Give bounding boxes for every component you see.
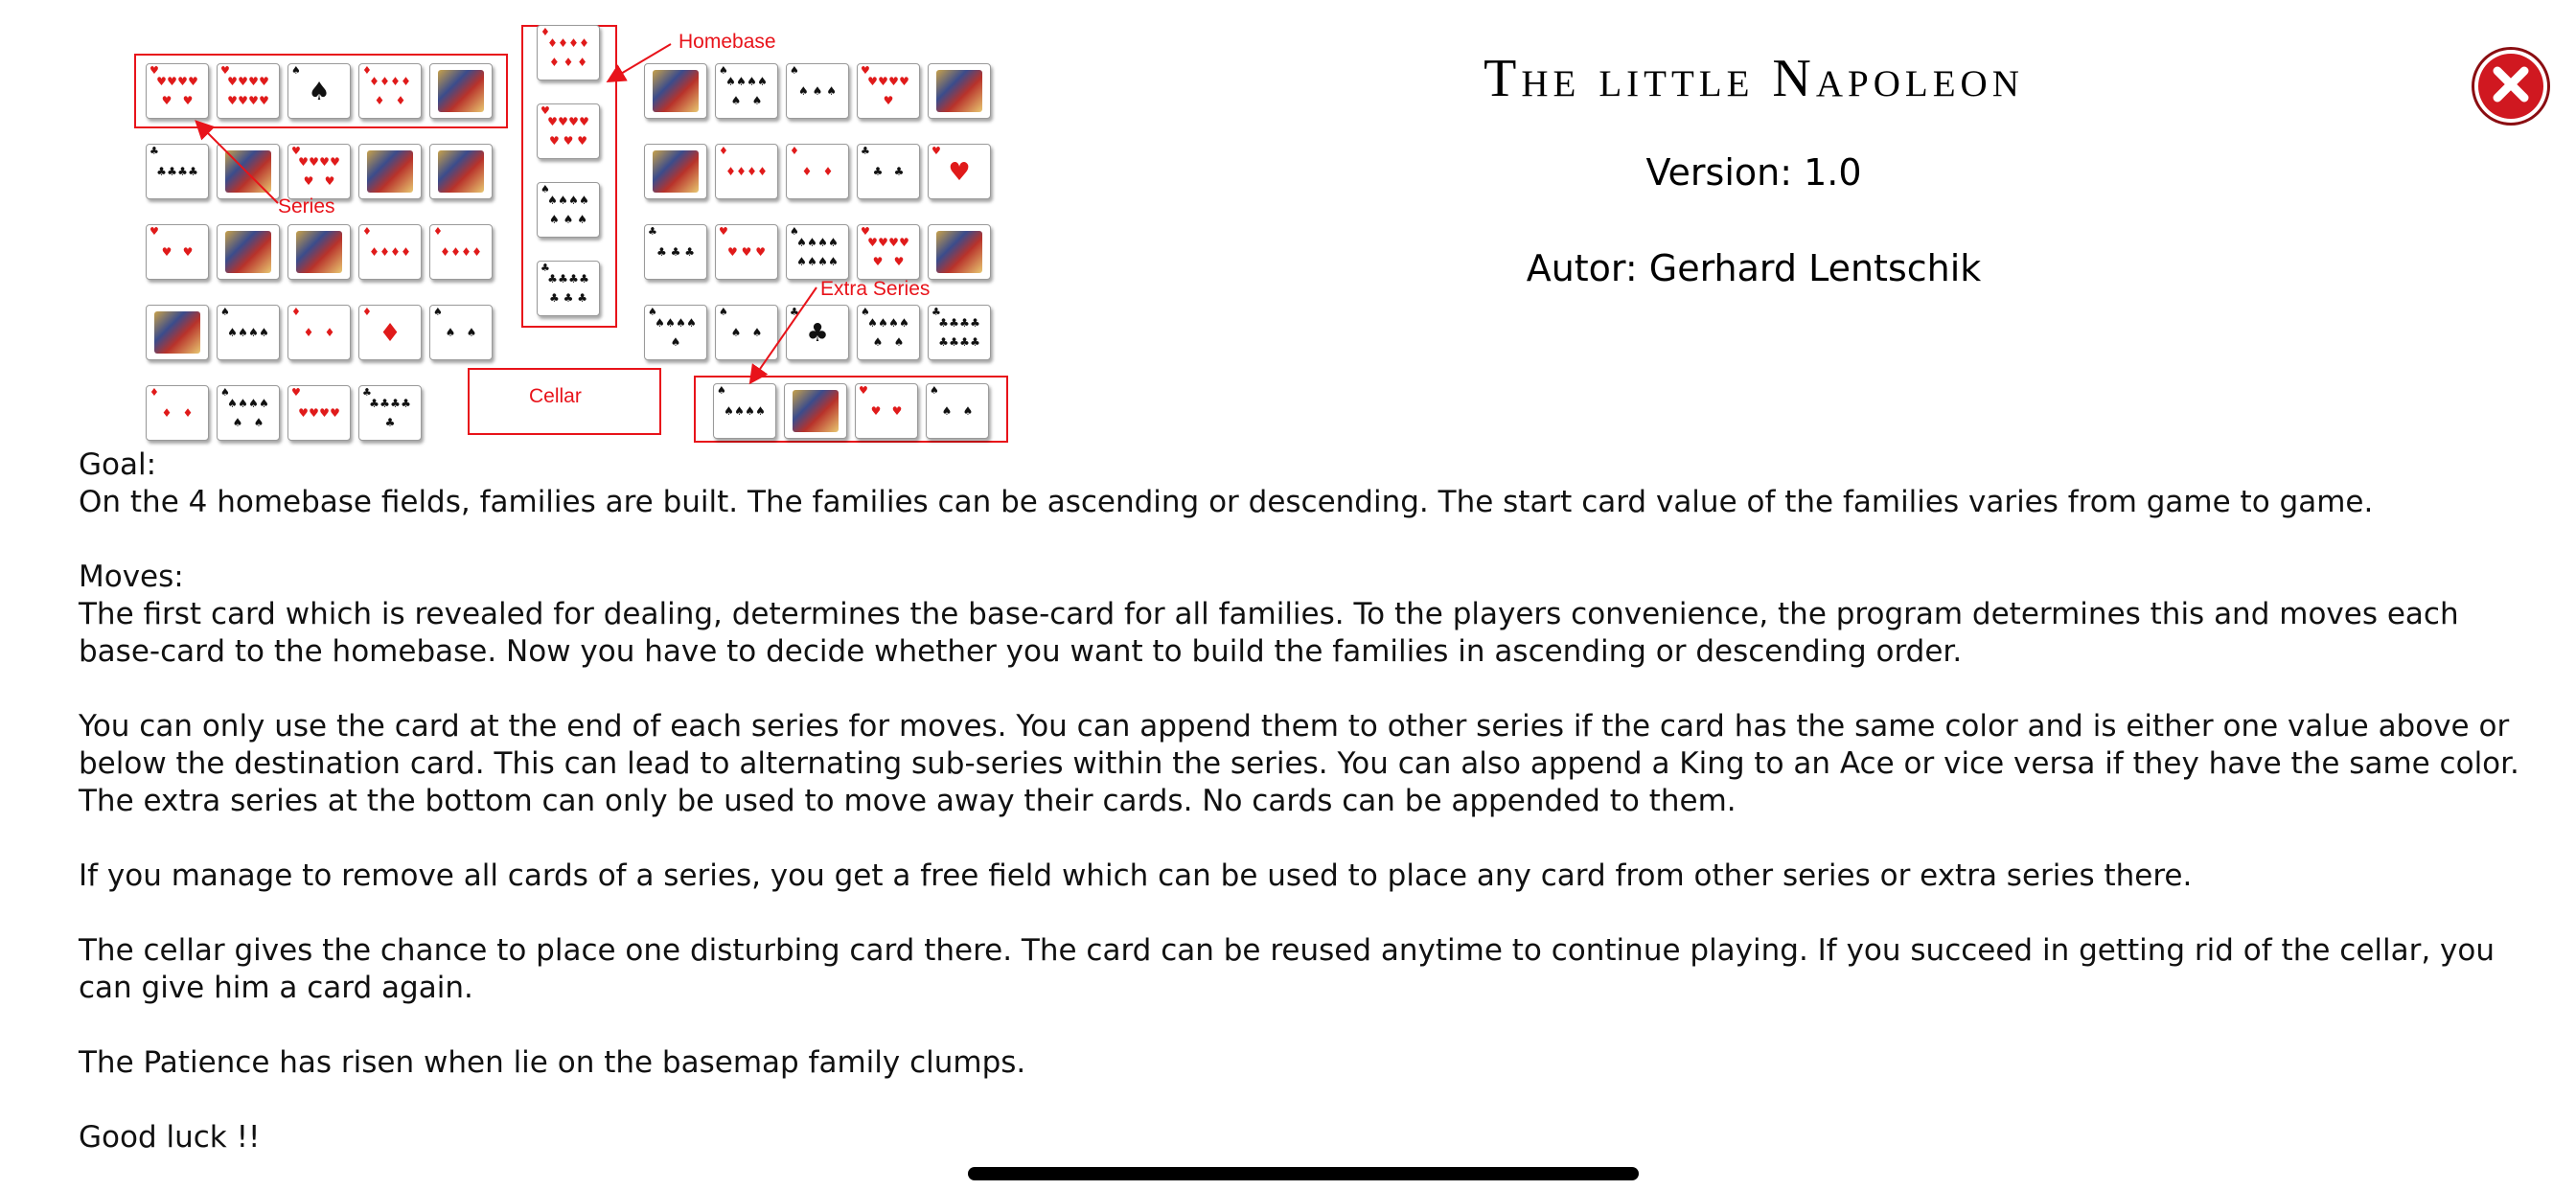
card: ♥ ♥ ♥ ♥ bbox=[715, 224, 778, 280]
card: ♦ ♦ ♦ ♦ ♦ ♦ ♦ ♦ bbox=[537, 25, 600, 80]
card: ♠ ♠ ♠ bbox=[429, 305, 493, 360]
card: ♠ ♠ ♠ ♠ ♠ ♠ ♠ ♠ ♠ bbox=[786, 224, 849, 280]
card: ♠ ♠ ♠ ♠ ♠ bbox=[713, 383, 776, 439]
card: ♣ ♣ ♣ ♣ ♣ ♣ bbox=[358, 385, 422, 441]
moves-paragraph: You can only use the card at the end of each series for moves. You can append them to other series if the card has the same color and is either one value above or below the destination card. This can lead to alternating sub-series within the series. You can also append a King to an Ace or vice versa if they have the same color. The extra series at the bottom can only be used to move away their cards. No cards can be appended to them. bbox=[79, 709, 2519, 818]
card: ♥ ♥ ♥ bbox=[855, 383, 918, 439]
card: ♠ ♠ ♠ ♠ ♠ bbox=[217, 305, 280, 360]
moves-paragraph: If you manage to remove all cards of a series, you get a free field which can be used to place any card from other series or extra series there. bbox=[79, 858, 2193, 893]
author-label: Autor: Gerhard Lentschik bbox=[1526, 247, 1982, 289]
card: ♣ ♣ ♣ ♣ ♣ ♣ ♣ ♣ bbox=[537, 261, 600, 316]
card: ♠ ♠ ♠ bbox=[926, 383, 989, 439]
card: ♠ ♠ ♠ ♠ ♠ ♠ ♠ bbox=[217, 385, 280, 441]
homebase-label: Homebase bbox=[678, 31, 776, 53]
moves-paragraph: The first card which is revealed for dealing, determines the base-card for all families. To the players convenience, the program determines this and moves each base-card to the homebase. Now you have to decide whether you want to build the families in ascending or descending order. bbox=[79, 597, 2459, 669]
home-indicator[interactable] bbox=[968, 1167, 1639, 1180]
card: ♦ ♦ bbox=[358, 305, 422, 360]
card: ♠ ♠ ♠ ♠ ♠ ♠ ♠ bbox=[857, 305, 920, 360]
card: ♣ ♣ ♣ bbox=[857, 144, 920, 199]
close-button[interactable] bbox=[2474, 50, 2547, 123]
card: ♥ ♥ ♥ ♥ ♥ ♥ ♥ ♥ bbox=[537, 103, 600, 159]
goal-paragraph: On the 4 homebase fields, families are built. The families can be ascending or descending. The start card value of the families varies from game to game. bbox=[79, 485, 2374, 519]
closing-text: Good luck !! bbox=[79, 1120, 261, 1155]
card: ♠ ♠ ♠ bbox=[715, 305, 778, 360]
card: ♠ ♠ ♠ ♠ ♠ ♠ ♠ ♠ bbox=[537, 182, 600, 238]
card: ♥ ♥ ♥ ♥ ♥ ♥ ♥ bbox=[146, 63, 209, 119]
card: ♥ ♥ ♥ bbox=[146, 224, 209, 280]
card: ♣ ♣ ♣ ♣ ♣ ♣ ♣ ♣ ♣ bbox=[928, 305, 991, 360]
card: ♥ ♥ ♥ ♥ ♥ bbox=[288, 385, 351, 441]
moves-paragraph: The cellar gives the chance to place one disturbing card there. The card can be reused anytime to continue playing. If you succeed in getting rid of the cellar, you can give him a card again. bbox=[79, 933, 2496, 1005]
card: ♠ ♠ bbox=[288, 63, 351, 119]
card: ♦ ♦ ♦ bbox=[288, 305, 351, 360]
card: ♣ ♣ bbox=[786, 305, 849, 360]
extra-series-label: Extra Series bbox=[820, 278, 931, 300]
app-title: The little Napoleon bbox=[1484, 49, 2024, 108]
card: ♥ ♥ ♥ ♥ ♥ ♥ bbox=[857, 63, 920, 119]
rules-text bbox=[79, 446, 2532, 1156]
moves-heading: Moves: bbox=[79, 560, 184, 594]
card: ♦ ♦ ♦ ♦ ♦ bbox=[715, 144, 778, 199]
card: ♦ ♦ ♦ bbox=[146, 385, 209, 441]
series-label: Series bbox=[278, 195, 335, 217]
card: ♣ ♣ ♣ ♣ ♣ bbox=[146, 144, 209, 199]
annotation-arrows bbox=[0, 0, 1016, 450]
close-icon bbox=[2490, 63, 2532, 109]
homebase-arrow bbox=[610, 44, 671, 80]
card: ♣ ♣ ♣ ♣ bbox=[644, 224, 707, 280]
card: ♠ ♠ ♠ ♠ bbox=[786, 63, 849, 119]
goal-heading: Goal: bbox=[79, 447, 157, 482]
card: ♦ ♦ ♦ ♦ ♦ ♦ ♦ bbox=[358, 63, 422, 119]
cellar-label: Cellar bbox=[529, 385, 582, 407]
card: ♦ ♦ ♦ ♦ ♦ bbox=[429, 224, 493, 280]
game-layout-illustration bbox=[0, 0, 1016, 450]
card: ♥ ♥ ♥ ♥ ♥ ♥ ♥ ♥ ♥ bbox=[217, 63, 280, 119]
extra-series-arrow bbox=[751, 287, 816, 381]
card: ♠ ♠ ♠ ♠ ♠ ♠ bbox=[644, 305, 707, 360]
moves-paragraph: The Patience has risen when lie on the basemap family clumps. bbox=[79, 1045, 1026, 1080]
card: ♥ ♥ ♥ ♥ ♥ ♥ ♥ bbox=[288, 144, 351, 199]
card: ♠ ♠ ♠ ♠ ♠ ♠ ♠ bbox=[715, 63, 778, 119]
version-label: Version: 1.0 bbox=[1645, 151, 1862, 194]
card: ♥ ♥ ♥ ♥ ♥ ♥ ♥ bbox=[857, 224, 920, 280]
series-arrow bbox=[197, 123, 278, 203]
card: ♦ ♦ ♦ bbox=[786, 144, 849, 199]
card: ♦ ♦ ♦ ♦ ♦ bbox=[358, 224, 422, 280]
card: ♥ ♥ bbox=[928, 144, 991, 199]
